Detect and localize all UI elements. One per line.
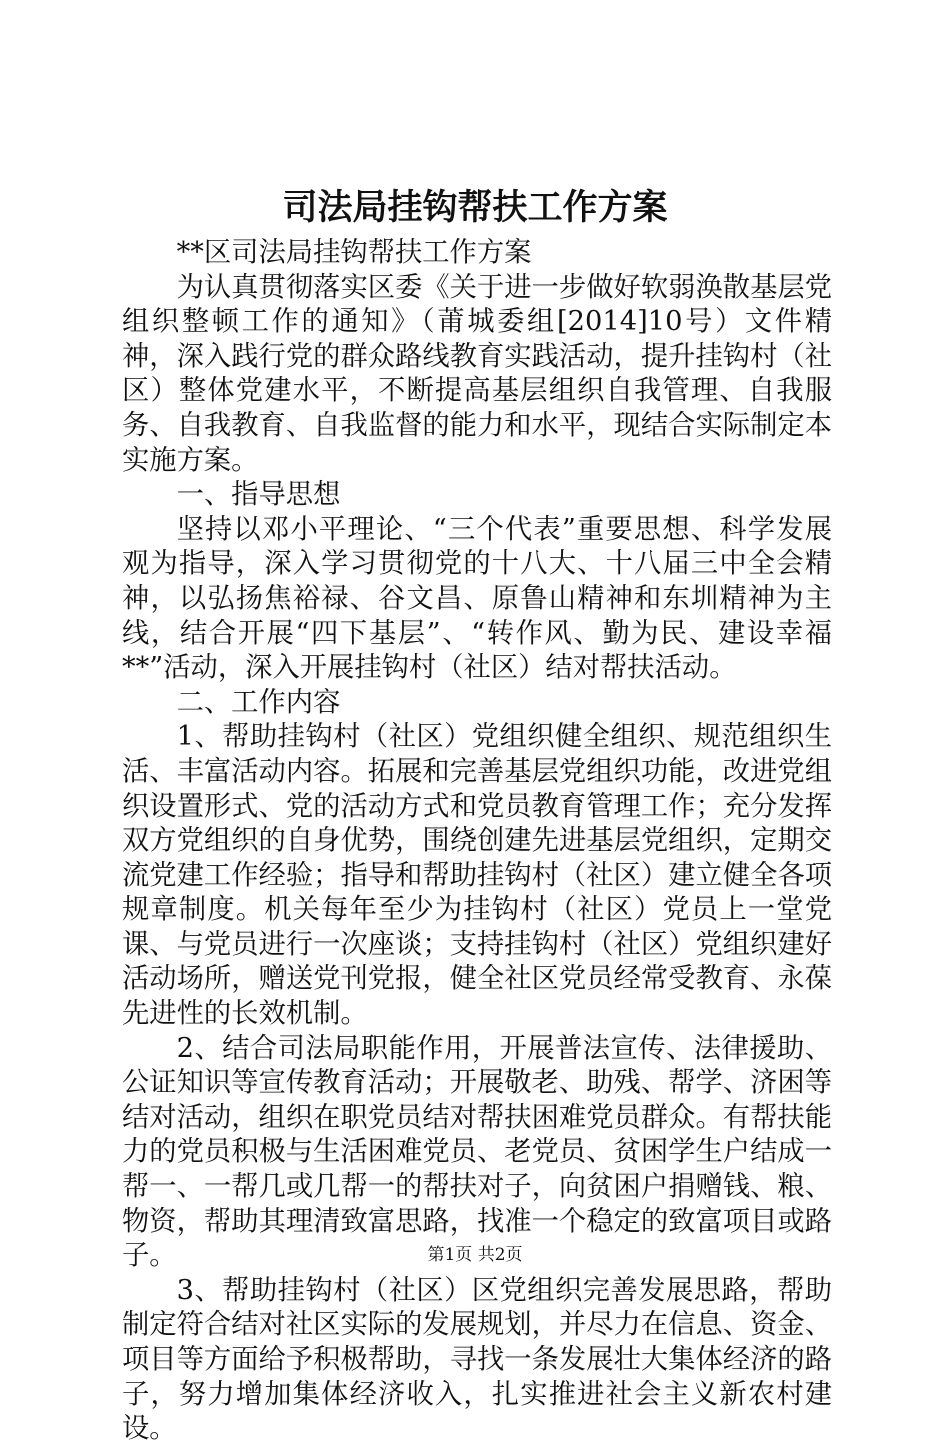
document-subtitle: **区司法局挂钩帮扶工作方案 [176,237,532,268]
work-item-1-paragraph: 1、帮助挂钩村（社区）党组织健全组织、规范组织生活、丰富活动内容。拓展和完善基层党组织功能，改进党组织设置形式、党的活动方式和党员教育管理工作；充分发挥双方党组织的自身优势，围绕创建先进基层党组织，定期交流党建工作经验；指导和帮助挂钩村（社区）建立健全各项规章制度。机关每年至少为挂钩村（社区）党员上一堂党课、与党员进行一次座谈；支持挂钩村（社区）党组织建好活动场所，赠送党刊党报，健全社区党员经常受教育、永葆先进性的长效机制。 [122,721,832,1030]
guiding-ideology-paragraph: 坚持以邓小平理论、“三个代表”重要思想、科学发展观为指导，深入学习贯彻党的十八大、十八届三中全会精神，以弘扬焦裕禄、谷文昌、原鲁山精神和东圳精神为主线，结合开展“四下基层”、“转作风、勤为民、建设幸福**”活动，深入开展挂钩村（社区）结对帮扶活动。 [122,513,832,684]
page-number-footer: 第1页 共2页 [427,1245,523,1265]
work-item-2-paragraph: 2、结合司法局职能作用，开展普法宣传、法律援助、公证知识等宣传教育活动；开展敬老、助残、帮学、济困等结对活动，组织在职党员结对帮扶困难党员群众。有帮扶能力的党员积极与生活困难党员、老党员、贫困学生户结成一帮一、一帮几或几帮一的帮扶对子，向贫困户捐赠钱、粮、物资，帮助其理清致富思路，找准一个稳定的致富项目或路子。 [122,1032,832,1272]
work-item-3-paragraph: 3、帮助挂钩村（社区）区党组织完善发展思路，帮助制定符合结对社区实际的发展规划，并尽力在信息、资金、项目等方面给予积极帮助，寻找一条发展壮大集体经济的路子，努力增加集体经济收入，扎实推进社会主义新农村建设。 [122,1274,832,1445]
section-heading-guiding-ideology: 一、指导思想 [176,479,341,511]
document-title: 司法局挂钩帮扶工作方案 [282,187,668,228]
intro-paragraph: 为认真贯彻落实区委《关于进一步做好软弱涣散基层党组织整顿工作的通知》（莆城委组[2014]10号）文件精神，深入践行党的群众路线教育实践活动，提升挂钩村（社区）整体党建水平，不断提高基层组织自我管理、自我服务、自我教育、自我监督的能力和水平，现结合实际制定本实施方案。 [122,271,832,476]
section-heading-work-content: 二、工作内容 [176,686,341,718]
